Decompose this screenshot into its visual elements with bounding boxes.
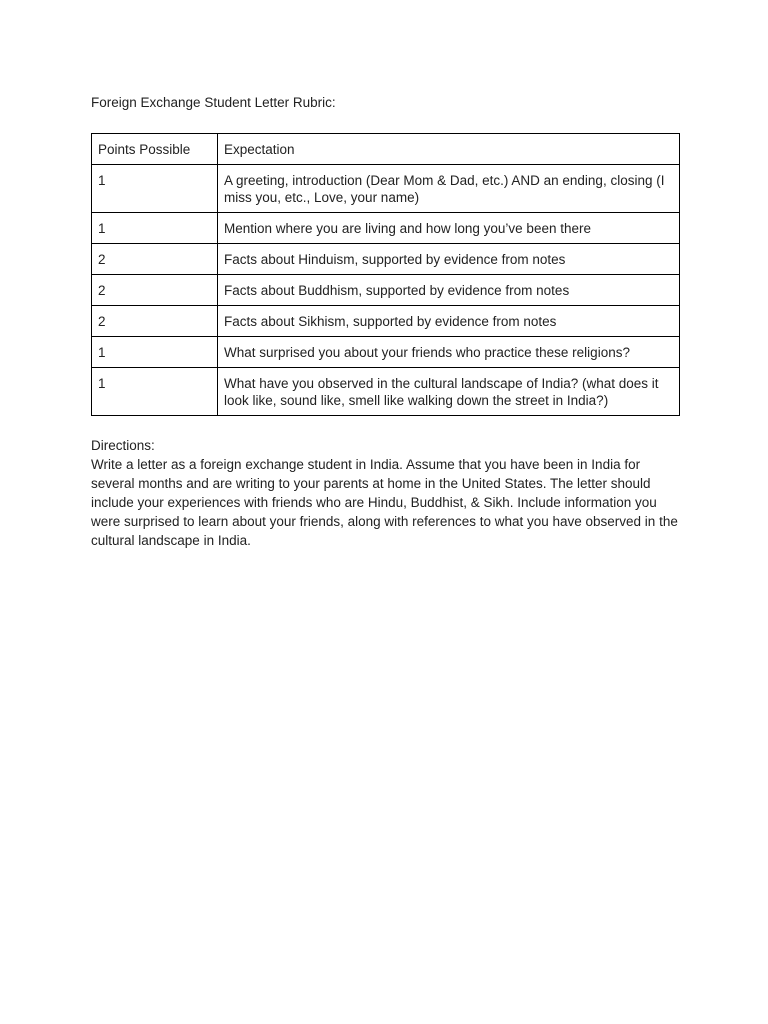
- row-points: 1: [92, 165, 218, 213]
- row-points: 2: [92, 244, 218, 275]
- column-header-points: Points Possible: [92, 134, 218, 165]
- rubric-table: [91, 133, 680, 416]
- row-expectation: Mention where you are living and how long you’ve been there: [218, 213, 680, 244]
- directions-section: [91, 436, 680, 550]
- row-expectation: Facts about Sikhism, supported by evidence from notes: [218, 306, 680, 337]
- table-row: [92, 306, 680, 337]
- document-page: [91, 94, 680, 550]
- table-row: [92, 213, 680, 244]
- row-expectation: A greeting, introduction (Dear Mom & Dad, etc.) AND an ending, closing (I miss you, etc., Love, your name): [218, 165, 680, 213]
- column-header-expectation: Expectation: [218, 134, 680, 165]
- directions-body: Write a letter as a foreign exchange student in India. Assume that you have been in India for several months and are writing to your parents at home in the United States. The letter should include your experiences with friends who are Hindu, Buddhist, & Sikh. Include information you were surprised to learn about your friends, along with references to what you have observed in the cultural landscape in India.: [91, 457, 678, 548]
- row-expectation: What have you observed in the cultural landscape of India? (what does it look like, sound like, smell like walking down the street in India?): [218, 368, 680, 416]
- table-row: [92, 368, 680, 416]
- table-header-row: [92, 134, 680, 165]
- document-title: Foreign Exchange Student Letter Rubric:: [91, 95, 336, 110]
- table-row: [92, 244, 680, 275]
- row-expectation: Facts about Buddhism, supported by evidence from notes: [218, 275, 680, 306]
- row-points: 1: [92, 337, 218, 368]
- row-points: 1: [92, 368, 218, 416]
- table-row: [92, 165, 680, 213]
- row-expectation: What surprised you about your friends who practice these religions?: [218, 337, 680, 368]
- row-points: 2: [92, 306, 218, 337]
- directions-heading: Directions:: [91, 438, 155, 453]
- row-expectation: Facts about Hinduism, supported by evidence from notes: [218, 244, 680, 275]
- row-points: 1: [92, 213, 218, 244]
- table-row: [92, 337, 680, 368]
- table-row: [92, 275, 680, 306]
- row-points: 2: [92, 275, 218, 306]
